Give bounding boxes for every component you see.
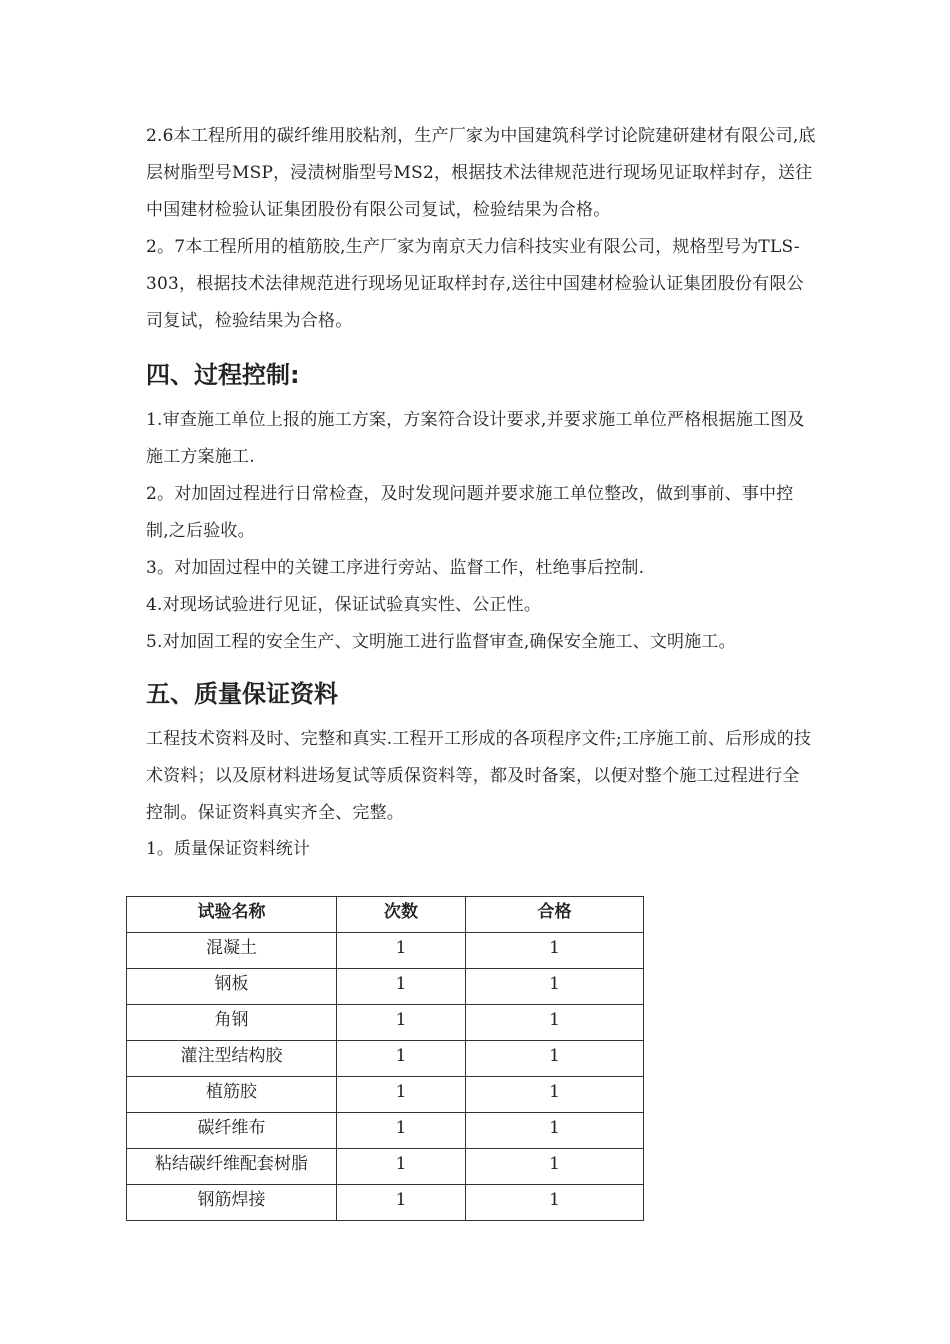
table-row bbox=[127, 1113, 644, 1149]
cell-qualified: 1 bbox=[466, 969, 644, 1005]
table-row bbox=[127, 1149, 644, 1185]
cell-test-name: 碳纤维布 bbox=[127, 1113, 337, 1149]
document-page bbox=[146, 118, 816, 864]
cell-test-name: 钢筋焊接 bbox=[127, 1185, 337, 1221]
cell-test-name: 角钢 bbox=[127, 1005, 337, 1041]
table-caption: 1。质量保证资料统计 bbox=[146, 839, 310, 859]
cell-test-name: 钢板 bbox=[127, 969, 337, 1005]
table-row bbox=[127, 1077, 644, 1113]
section-4-item: 5.对加固工程的安全生产、文明施工进行监督审查,确保安全施工、文明施工。 bbox=[146, 632, 736, 652]
table-header-row bbox=[127, 897, 644, 933]
cell-qualified: 1 bbox=[466, 1041, 644, 1077]
cell-count: 1 bbox=[337, 1041, 466, 1077]
paragraph-2-6: 2.6本工程所用的碳纤维用胶粘剂，生产厂家为中国建筑科学讨论院建研建材有限公司,底层树脂型号MSP，浸渍树脂型号MS2，根据技术法律规范进行现场见证取样封存，送往中国建材检验认证集团股份有限公司复试，检验结果为合格。 bbox=[146, 126, 816, 220]
section-4-item: 1.审查施工单位上报的施工方案，方案符合设计要求,并要求施工单位严格根据施工图及施工方案施工. bbox=[146, 410, 805, 467]
section-4-item: 2。对加固过程进行日常检查，及时发现问题并要求施工单位整改，做到事前、事中控制,之后验收。 bbox=[146, 484, 794, 541]
cell-qualified: 1 bbox=[466, 1113, 644, 1149]
table-row bbox=[127, 1185, 644, 1221]
cell-count: 1 bbox=[337, 1185, 466, 1221]
section-4-item: 3。对加固过程中的关键工序进行旁站、监督工作，杜绝事后控制. bbox=[146, 558, 645, 578]
header-test-name: 试验名称 bbox=[127, 897, 337, 933]
header-qualified: 合格 bbox=[466, 897, 644, 933]
quality-data-table bbox=[126, 896, 644, 1221]
header-count: 次数 bbox=[337, 897, 466, 933]
cell-count: 1 bbox=[337, 1113, 466, 1149]
cell-test-name: 植筋胶 bbox=[127, 1077, 337, 1113]
cell-test-name: 混凝土 bbox=[127, 933, 337, 969]
cell-test-name: 粘结碳纤维配套树脂 bbox=[127, 1149, 337, 1185]
table-row bbox=[127, 1005, 644, 1041]
cell-count: 1 bbox=[337, 969, 466, 1005]
cell-count: 1 bbox=[337, 933, 466, 969]
cell-qualified: 1 bbox=[466, 933, 644, 969]
table-row bbox=[127, 1041, 644, 1077]
section-5-intro: 工程技术资料及时、完整和真实.工程开工形成的各项程序文件;工序施工前、后形成的技术资料；以及原材料进场复试等质保资料等，都及时备案，以便对整个施工过程进行全控制。保证资料真实齐全、完整。 bbox=[146, 729, 812, 823]
section-4-item: 4.对现场试验进行见证，保证试验真实性、公正性。 bbox=[146, 595, 542, 615]
section-4-title: 四、过程控制: bbox=[146, 361, 300, 389]
paragraph-2-7: 2。7本工程所用的植筋胶,生产厂家为南京天力信科技实业有限公司，规格型号为TLS-303，根据技术法律规范进行现场见证取样封存,送往中国建材检验认证集团股份有限公司复试，检验结果为合格。 bbox=[146, 237, 804, 331]
cell-test-name: 灌注型结构胶 bbox=[127, 1041, 337, 1077]
cell-count: 1 bbox=[337, 1077, 466, 1113]
cell-count: 1 bbox=[337, 1005, 466, 1041]
cell-qualified: 1 bbox=[466, 1005, 644, 1041]
cell-qualified: 1 bbox=[466, 1185, 644, 1221]
cell-qualified: 1 bbox=[466, 1149, 644, 1185]
section-5-title: 五、质量保证资料 bbox=[146, 680, 338, 708]
cell-qualified: 1 bbox=[466, 1077, 644, 1113]
table-row bbox=[127, 933, 644, 969]
table-row bbox=[127, 969, 644, 1005]
cell-count: 1 bbox=[337, 1149, 466, 1185]
